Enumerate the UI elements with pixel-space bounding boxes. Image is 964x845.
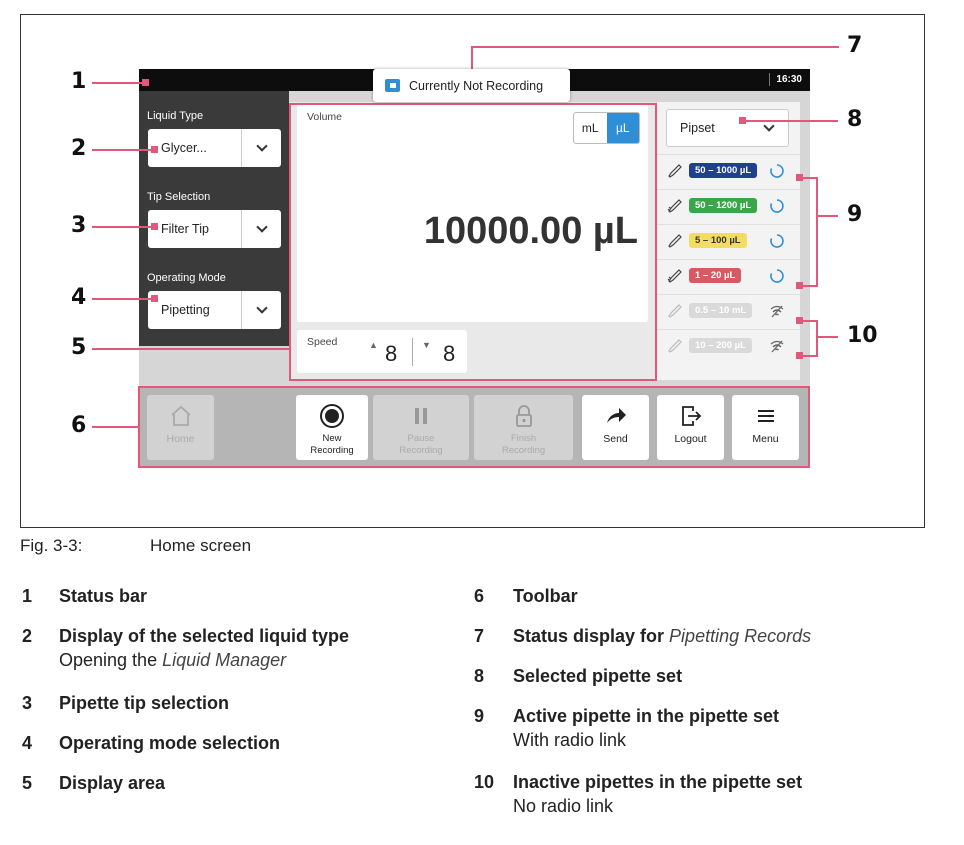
legend-title: Pipette tip selection [59, 693, 230, 713]
pipette-row[interactable] [657, 224, 800, 256]
callout-bracket-10 [816, 320, 818, 357]
tip-selection-select[interactable] [148, 210, 281, 248]
callout-number-6: 6 [71, 413, 87, 438]
legend-title: Toolbar [513, 586, 578, 606]
no-signal-icon [769, 338, 785, 354]
pipette-range-badge: 10 – 200 µL [689, 338, 752, 353]
operating-mode-value: Pipetting [161, 303, 210, 317]
new-recording-label: New Recording [310, 433, 354, 456]
arrow-up-icon: ▲ [369, 340, 378, 350]
connecting-spinner-icon [769, 198, 785, 214]
volume-value[interactable]: 10000.00 µL [423, 210, 638, 252]
single-channel-pipette-icon [667, 233, 683, 249]
legend-subtitle: With radio link [513, 730, 627, 750]
figure-title: Home screen [150, 536, 252, 555]
callout-line-6 [92, 426, 139, 428]
callout-number-10: 10 [847, 323, 878, 348]
tip-selection-value: Filter Tip [161, 222, 209, 236]
callout-box-toolbar [138, 386, 810, 468]
pipette-range-badge: 0.5 – 10 mL [689, 303, 752, 318]
callout-line-7 [471, 46, 839, 48]
pipette-row[interactable] [657, 189, 800, 221]
no-signal-icon [769, 303, 785, 319]
speed-aspirate-value: 8 [385, 341, 398, 366]
chevron-down-icon [241, 129, 281, 167]
multi-channel-pipette-icon [667, 268, 683, 284]
record-stop-icon [385, 79, 400, 92]
finish-recording-label: Finish Recording [501, 433, 546, 456]
callout-number-4: 4 [71, 285, 87, 310]
callout-line-5 [92, 348, 290, 350]
callout-number-8: 8 [847, 107, 863, 132]
pipette-range-badge: 50 – 1200 µL [689, 198, 757, 213]
connecting-spinner-icon [769, 163, 785, 179]
pipette-range-badge: 5 – 100 µL [689, 233, 747, 248]
callout-line-1 [92, 82, 147, 84]
recording-status-text: Currently Not Recording [409, 78, 544, 93]
pipette-row[interactable] [657, 294, 800, 326]
pipette-row[interactable] [657, 329, 800, 361]
legend-number: 9 [474, 706, 485, 726]
liquid-type-label: Liquid Type [147, 110, 204, 122]
legend-title: Active pipette in the pipette set [513, 706, 780, 726]
callout-number-9: 9 [847, 202, 863, 227]
legend-number: 2 [22, 626, 33, 646]
arrow-down-icon: ▼ [422, 340, 431, 350]
callout-dot-4 [151, 295, 158, 302]
callout-number-7: 7 [847, 33, 863, 58]
legend-number: 5 [22, 773, 33, 793]
callout-dot-3 [151, 223, 158, 230]
tip-selection-label: Tip Selection [147, 191, 211, 203]
connecting-spinner-icon [769, 268, 785, 284]
callout-line-2 [92, 149, 156, 151]
callout-dot-9b [796, 282, 803, 289]
callout-line-3 [92, 226, 156, 228]
liquid-type-select[interactable] [148, 129, 281, 167]
callout-number-1: 1 [71, 69, 87, 94]
logout-label: Logout [674, 433, 707, 445]
menu-label: Menu [752, 433, 779, 445]
legend-number: 6 [474, 586, 485, 606]
legend-title: Status display for Pipetting Records [513, 626, 812, 646]
callout-dot-10a [796, 317, 803, 324]
pause-recording-label: Pause Recording [399, 433, 443, 456]
callout-dot-2 [151, 146, 158, 153]
single-channel-pipette-icon [667, 303, 683, 319]
legend-subtitle: No radio link [513, 796, 614, 816]
legend-number: 8 [474, 666, 485, 686]
legend-number: 1 [22, 586, 33, 606]
pipette-range-badge: 1 – 20 µL [689, 268, 741, 283]
single-channel-pipette-icon [667, 338, 683, 354]
callout-line-4 [92, 298, 156, 300]
send-label: Send [603, 433, 628, 445]
single-channel-pipette-icon [667, 163, 683, 179]
chevron-down-icon [241, 210, 281, 248]
callout-bracket-9 [816, 177, 818, 287]
figure-caption [20, 536, 251, 556]
operating-mode-label: Operating Mode [147, 272, 226, 284]
speed-label: Speed [307, 336, 338, 348]
callout-number-5: 5 [71, 335, 87, 360]
callout-line-9 [816, 215, 838, 217]
legend-title: Operating mode selection [59, 733, 281, 753]
callout-line-8 [742, 120, 838, 122]
pipette-row[interactable] [657, 259, 800, 291]
callout-dot-10b [796, 352, 803, 359]
pipette-set-panel [657, 102, 800, 380]
pipette-range-badge: 50 – 1000 µL [689, 163, 757, 178]
callout-number-2: 2 [71, 136, 87, 161]
callout-number-3: 3 [71, 213, 87, 238]
callout-dot-8 [739, 117, 746, 124]
unit-ml-button[interactable]: mL [581, 121, 599, 135]
chevron-down-icon [241, 291, 281, 329]
pipette-row[interactable] [657, 154, 800, 186]
home-label: Home [166, 433, 195, 445]
liquid-type-value: Glycer... [161, 141, 207, 155]
pipette-set-value: Pipset [680, 121, 715, 135]
legend-title: Inactive pipettes in the pipette set [513, 772, 803, 792]
volume-label: Volume [307, 111, 343, 123]
legend-number: 3 [22, 693, 33, 713]
legend-title: Display of the selected liquid type [59, 626, 350, 646]
legend-title: Selected pipette set [513, 666, 683, 686]
legend-title: Status bar [59, 586, 148, 606]
operating-mode-select[interactable] [148, 291, 281, 329]
callout-dot-1 [142, 79, 149, 86]
figure-number: Fig. 3-3: [20, 536, 83, 555]
pipette-set-select[interactable] [666, 109, 789, 147]
callout-box-display-area [289, 103, 657, 381]
left-panel [139, 91, 289, 346]
chevron-down-icon [750, 110, 788, 146]
legend-number: 7 [474, 626, 485, 646]
legend-title: Display area [59, 773, 166, 793]
legend-number: 4 [22, 733, 33, 753]
callout-dot-9a [796, 174, 803, 181]
status-time: 16:30 [769, 73, 802, 86]
recording-status-chip[interactable] [373, 69, 570, 102]
speed-dispense-value: 8 [443, 341, 456, 366]
callout-line-10 [816, 336, 838, 338]
multi-channel-pipette-icon [667, 198, 683, 214]
legend-number: 10 [474, 772, 495, 792]
connecting-spinner-icon [769, 233, 785, 249]
unit-ul-button[interactable]: µL [607, 113, 640, 143]
legend-subtitle: Opening the Liquid Manager [59, 650, 287, 670]
